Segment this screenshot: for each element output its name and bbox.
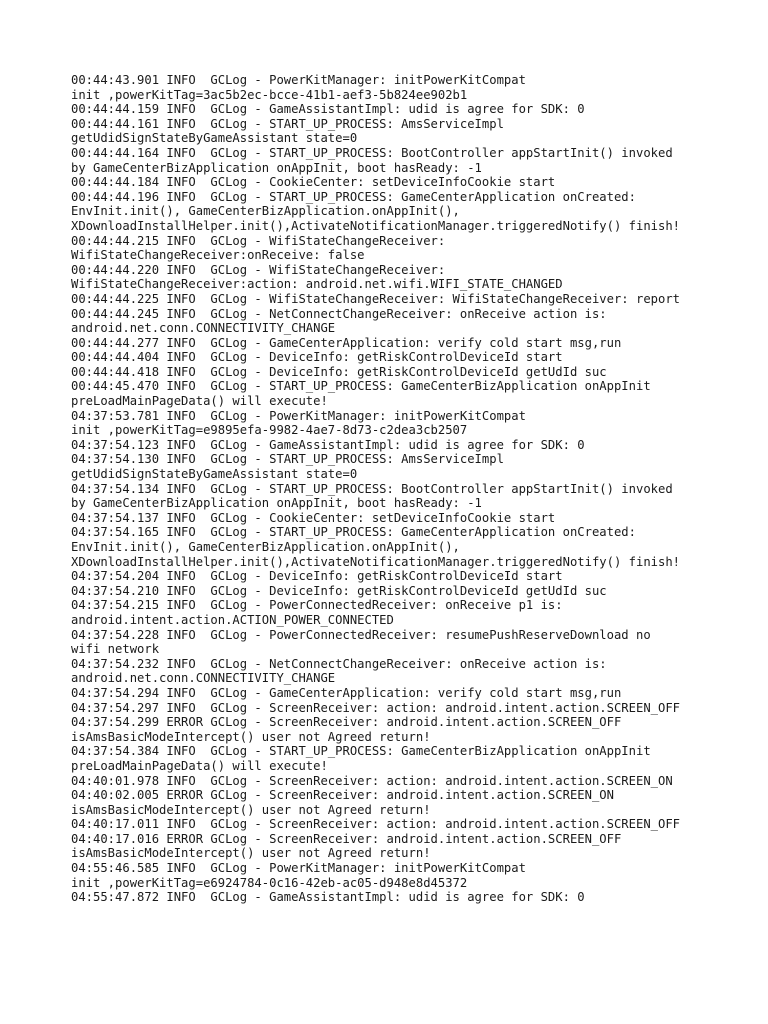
log-line: 00:44:43.901 INFO GCLog - PowerKitManager: initPowerKitCompat bbox=[71, 73, 526, 87]
log-line: getUdidSignStateByGameAssistant state=0 bbox=[71, 131, 358, 146]
log-line: init ,powerKitTag=3ac5b2ec-bcce-41b1-aef3-5b824ee902b1 bbox=[71, 87, 468, 102]
log-line: 04:37:54.137 INFO GCLog - CookieCenter: setDeviceInfoCookie start bbox=[71, 510, 556, 525]
log-line: 00:44:44.161 INFO GCLog - START_UP_PROCESS: AmsServiceImpl bbox=[71, 116, 504, 131]
log-line: 04:37:54.123 INFO GCLog - GameAssistantImpl: udid is agree for SDK: 0 bbox=[71, 437, 585, 452]
log-line: 00:44:44.418 INFO GCLog - DeviceInfo: getRiskControlDeviceId getUdId suc bbox=[71, 364, 607, 379]
log-line: 04:55:46.585 INFO GCLog - PowerKitManager: initPowerKitCompat bbox=[71, 861, 526, 876]
log-line: preLoadMainPageData() will execute! bbox=[71, 758, 328, 773]
log-line: 04:37:54.204 INFO GCLog - DeviceInfo: getRiskControlDeviceId start bbox=[71, 569, 563, 584]
log-line: 04:37:54.215 INFO GCLog - PowerConnectedReceiver: onReceive p1 is: bbox=[71, 598, 563, 613]
log-line: 00:44:44.277 INFO GCLog - GameCenterApplication: verify cold start msg,run bbox=[71, 335, 622, 350]
log-line: 04:40:17.016 ERROR GCLog - ScreenReceiver: android.intent.action.SCREEN_OFF bbox=[71, 831, 622, 846]
log-line: 04:37:54.294 INFO GCLog - GameCenterApplication: verify cold start msg,run bbox=[71, 685, 622, 700]
log-line: android.net.conn.CONNECTIVITY_CHANGE bbox=[71, 671, 336, 686]
log-line: 04:37:54.210 INFO GCLog - DeviceInfo: getRiskControlDeviceId getUdId suc bbox=[71, 583, 607, 598]
log-line: wifi network bbox=[71, 642, 160, 657]
log-line: EnvInit.init(), GameCenterBizApplication.onAppInit(), bbox=[71, 204, 460, 219]
log-document bbox=[71, 73, 761, 905]
log-line: 04:37:54.232 INFO GCLog - NetConnectChangeReceiver: onReceive action is: bbox=[71, 656, 607, 671]
log-line: 00:44:44.245 INFO GCLog - NetConnectChangeReceiver: onReceive action is: bbox=[71, 306, 607, 321]
log-line: 00:44:44.225 INFO GCLog - WifiStateChangeReceiver: WifiStateChangeReceiver: report bbox=[71, 291, 681, 306]
log-line: 04:40:02.005 ERROR GCLog - ScreenReceiver: android.intent.action.SCREEN_ON bbox=[71, 788, 614, 803]
log-line: 00:44:44.215 INFO GCLog - WifiStateChangeReceiver: bbox=[71, 233, 446, 248]
log-line: EnvInit.init(), GameCenterBizApplication.onAppInit(), bbox=[71, 540, 460, 554]
log-line: 00:44:44.159 INFO GCLog - GameAssistantImpl: udid is agree for SDK: 0 bbox=[71, 102, 585, 117]
log-line: 04:40:01.978 INFO GCLog - ScreenReceiver: action: android.intent.action.SCREEN_ON bbox=[71, 773, 673, 788]
log-line: 04:37:54.297 INFO GCLog - ScreenReceiver: action: android.intent.action.SCREEN_OFF bbox=[71, 700, 681, 715]
log-line: 00:44:44.196 INFO GCLog - START_UP_PROCESS: GameCenterApplication onCreated: bbox=[71, 189, 636, 204]
log-line: 04:37:54.134 INFO GCLog - START_UP_PROCESS: BootController appStartInit() invoked bbox=[71, 481, 673, 496]
log-line: by GameCenterBizApplication onAppInit, boot hasReady: -1 bbox=[71, 160, 482, 175]
log-line: 04:37:54.130 INFO GCLog - START_UP_PROCESS: AmsServiceImpl bbox=[71, 452, 504, 467]
log-line: init ,powerKitTag=e9895efa-9982-4ae7-8d73-c2dea3cb2507 bbox=[71, 423, 468, 438]
log-line: init ,powerKitTag=e6924784-0c16-42eb-ac05-d948e8d45372 bbox=[71, 875, 468, 890]
log-line: isAmsBasicModeIntercept() user not Agreed return! bbox=[71, 729, 431, 744]
log-line: android.intent.action.ACTION_POWER_CONNECTED bbox=[71, 612, 394, 627]
log-line: XDownloadInstallHelper.init(),ActivateNotificationManager.triggeredNotify() finish! bbox=[71, 218, 681, 233]
log-line: 04:37:54.165 INFO GCLog - START_UP_PROCESS: GameCenterApplication onCreated: bbox=[71, 525, 636, 540]
log-line: isAmsBasicModeIntercept() user not Agreed return! bbox=[71, 802, 431, 817]
log-line: 04:37:54.299 ERROR GCLog - ScreenReceiver: android.intent.action.SCREEN_OFF bbox=[71, 715, 622, 730]
log-line: 04:37:53.781 INFO GCLog - PowerKitManager: initPowerKitCompat bbox=[71, 408, 526, 423]
log-line: 00:44:45.470 INFO GCLog - START_UP_PROCESS: GameCenterBizApplication onAppInit bbox=[71, 379, 651, 394]
log-line: 00:44:44.184 INFO GCLog - CookieCenter: setDeviceInfoCookie start bbox=[71, 175, 556, 190]
log-line: WifiStateChangeReceiver:onReceive: false bbox=[71, 248, 365, 263]
log-line: 04:40:17.011 INFO GCLog - ScreenReceiver: action: android.intent.action.SCREEN_OFF bbox=[71, 817, 681, 832]
log-line: XDownloadInstallHelper.init(),ActivateNotificationManager.triggeredNotify() finish! bbox=[71, 554, 681, 569]
log-line: by GameCenterBizApplication onAppInit, boot hasReady: -1 bbox=[71, 496, 482, 511]
log-line: 00:44:44.220 INFO GCLog - WifiStateChangeReceiver: bbox=[71, 262, 446, 277]
log-line: preLoadMainPageData() will execute! bbox=[71, 394, 328, 409]
log-line: 04:37:54.228 INFO GCLog - PowerConnectedReceiver: resumePushReserveDownload no bbox=[71, 627, 651, 642]
log-line: android.net.conn.CONNECTIVITY_CHANGE bbox=[71, 321, 336, 336]
log-line: 04:37:54.384 INFO GCLog - START_UP_PROCESS: GameCenterBizApplication onAppInit bbox=[71, 744, 651, 759]
log-line: 04:55:47.872 INFO GCLog - GameAssistantImpl: udid is agree for SDK: 0 bbox=[71, 890, 585, 905]
log-line: 00:44:44.404 INFO GCLog - DeviceInfo: getRiskControlDeviceId start bbox=[71, 350, 563, 365]
log-line: isAmsBasicModeIntercept() user not Agreed return! bbox=[71, 846, 431, 861]
log-line: 00:44:44.164 INFO GCLog - START_UP_PROCESS: BootController appStartInit() invoked bbox=[71, 145, 673, 160]
log-line: WifiStateChangeReceiver:action: android.net.wifi.WIFI_STATE_CHANGED bbox=[71, 277, 563, 292]
log-line: getUdidSignStateByGameAssistant state=0 bbox=[71, 467, 358, 482]
